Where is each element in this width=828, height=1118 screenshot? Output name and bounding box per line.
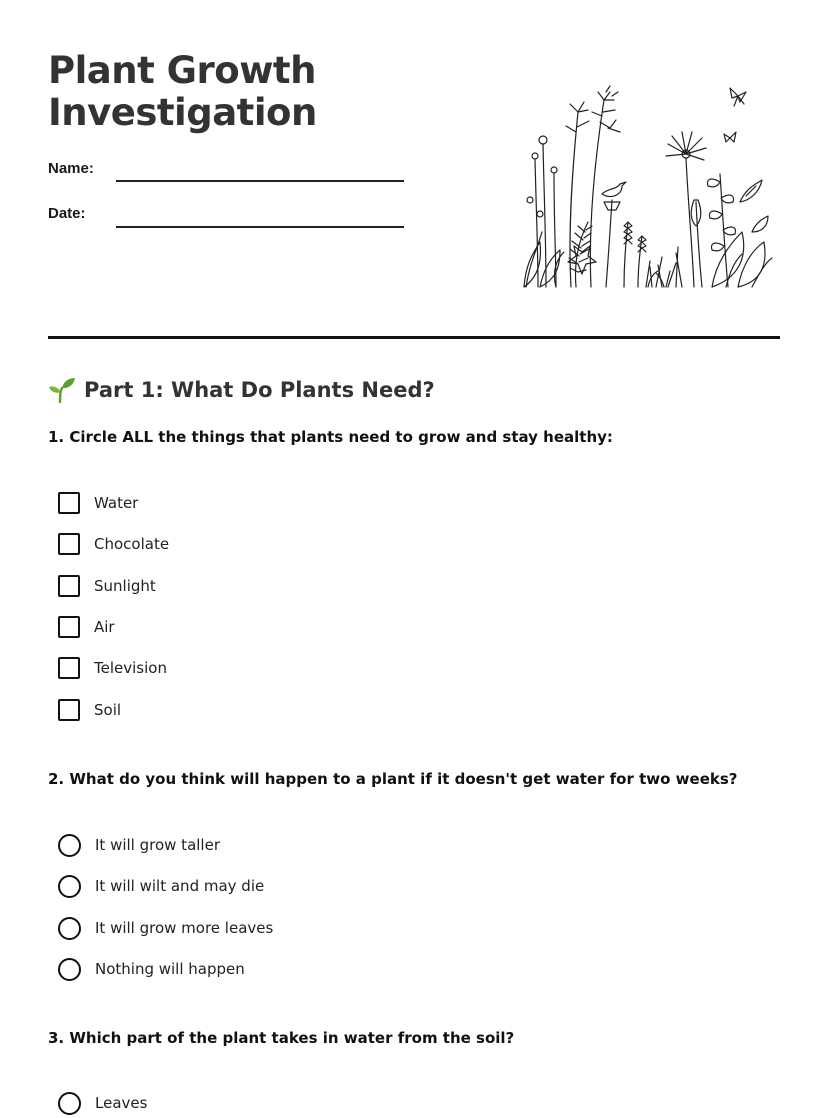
question-1: 1. Circle ALL the things that plants need to grow and stay healthy:: [48, 428, 613, 446]
part1-title: Part 1: What Do Plants Need?: [84, 378, 435, 402]
name-label: Name:: [48, 160, 94, 177]
checkbox[interactable]: [58, 492, 80, 514]
option-label: It will grow more leaves: [95, 919, 274, 937]
radio-button[interactable]: [58, 958, 81, 981]
option-label: Nothing will happen: [95, 960, 245, 978]
checkbox[interactable]: [58, 575, 80, 597]
worksheet-title: [48, 50, 468, 134]
option-label: It will grow taller: [95, 836, 220, 854]
radio-button[interactable]: [58, 1092, 81, 1115]
option-label: Sunlight: [94, 577, 156, 595]
checkbox[interactable]: [58, 533, 80, 555]
title-line-2: Investigation: [48, 91, 317, 134]
wildflowers-illustration: [516, 82, 776, 297]
part1-header: [48, 374, 435, 406]
checkbox[interactable]: [58, 657, 80, 679]
radio-button[interactable]: [58, 875, 81, 898]
seedling-icon: [48, 376, 76, 404]
option-label: Television: [94, 659, 167, 677]
q1-option[interactable]: [58, 615, 115, 639]
checkbox[interactable]: [58, 616, 80, 638]
section-divider: [48, 336, 780, 339]
q2-option[interactable]: [58, 916, 273, 940]
q1-option[interactable]: [58, 698, 121, 722]
option-label: Water: [94, 494, 139, 512]
option-label: Leaves: [95, 1094, 148, 1112]
option-label: Chocolate: [94, 535, 170, 553]
date-label: Date:: [48, 205, 86, 222]
q2-option[interactable]: [58, 957, 245, 981]
q2-option[interactable]: [58, 833, 220, 857]
radio-button[interactable]: [58, 834, 81, 857]
q1-option[interactable]: [58, 532, 169, 556]
radio-button[interactable]: [58, 917, 81, 940]
name-field[interactable]: [116, 180, 404, 182]
checkbox[interactable]: [58, 699, 80, 721]
q1-option[interactable]: [58, 574, 156, 598]
option-label: It will wilt and may die: [95, 877, 265, 895]
butterfly-icon: [724, 88, 746, 142]
q1-option[interactable]: [58, 656, 167, 680]
question-2: 2. What do you think will happen to a plant if it doesn't get water for two weeks?: [48, 770, 738, 788]
q2-option[interactable]: [58, 874, 264, 898]
option-label: Soil: [94, 701, 122, 719]
question-3: 3. Which part of the plant takes in water from the soil?: [48, 1029, 515, 1047]
q3-option[interactable]: [58, 1091, 147, 1115]
date-field[interactable]: [116, 226, 404, 228]
q1-option[interactable]: [58, 491, 138, 515]
title-line-1: Plant Growth: [48, 49, 316, 92]
option-label: Air: [94, 618, 115, 636]
